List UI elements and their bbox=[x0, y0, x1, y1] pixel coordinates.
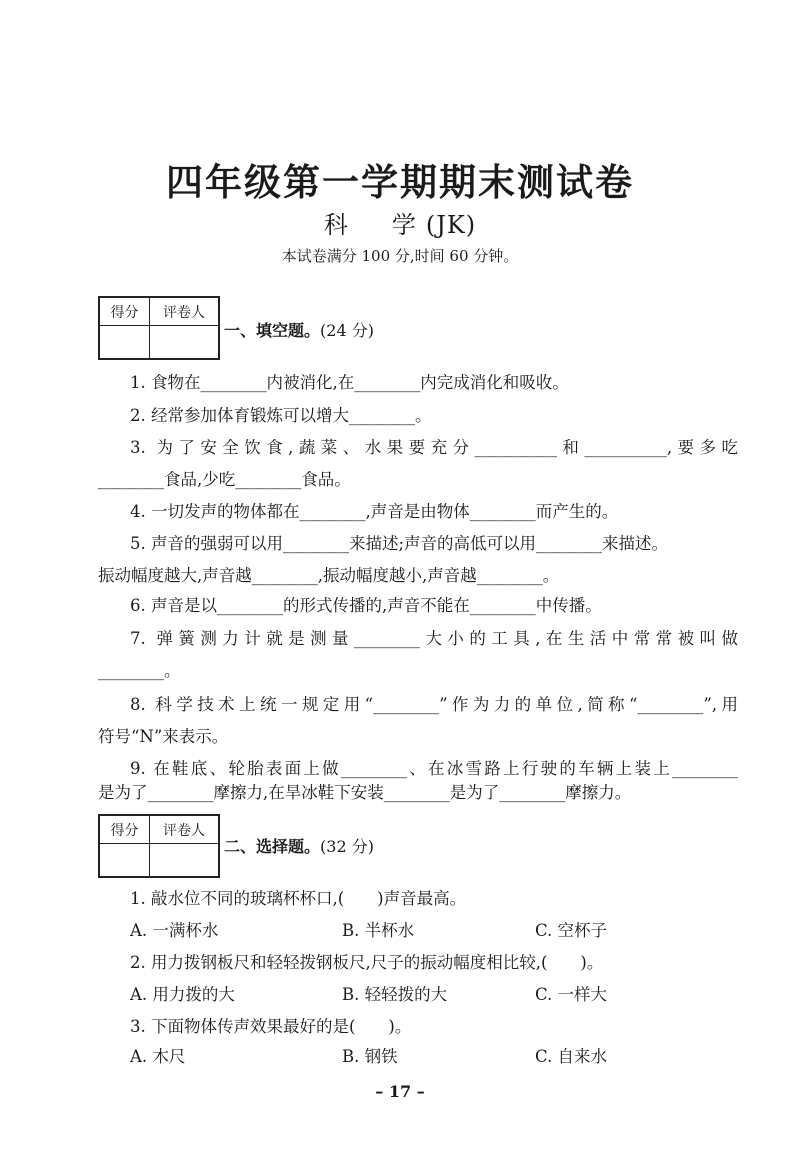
score-cell bbox=[100, 326, 150, 358]
fill-line-4: 4. 一切发声的物体都在________,声音是由物体________而产生的。 bbox=[130, 502, 619, 521]
option-c: C. 自来水 bbox=[535, 1047, 608, 1066]
page-number: – 17 – bbox=[375, 1082, 425, 1101]
grader-cell bbox=[150, 844, 218, 876]
choice-question-3: 3. 下面物体传声效果最好的是( )。 bbox=[130, 1017, 412, 1036]
fill-line-8a: 8. 科学技术上统一规定用“________”作为力的单位,简称“________”,用 bbox=[130, 695, 738, 714]
choice-options-2 bbox=[130, 984, 730, 1006]
fill-line-7a: 7. 弹簧测力计就是测量________大小的工具,在生活中常常被叫做 bbox=[130, 629, 738, 648]
fill-line-5b: 振动幅度越大,声音越________,振动幅度越小,声音越________。 bbox=[98, 566, 560, 585]
fill-line-1: 1. 食物在________内被消化,在________内完成消化和吸收。 bbox=[130, 373, 569, 392]
fill-line-8b: 符号“N”来表示。 bbox=[98, 727, 229, 746]
option-b: B. 钢铁 bbox=[342, 1047, 398, 1066]
fill-line-2: 2. 经常参加体育锻炼可以增大________。 bbox=[130, 406, 432, 425]
fill-line-3b: ________食品,少吃________食品。 bbox=[98, 470, 351, 489]
score-box-section1 bbox=[98, 296, 220, 360]
fill-line-7b: ________。 bbox=[98, 661, 181, 680]
score-box-section2 bbox=[98, 814, 220, 878]
choice-options-3 bbox=[130, 1046, 730, 1068]
page-title: 四年级第一学期期末测试卷 bbox=[166, 160, 634, 204]
subject-title bbox=[0, 205, 800, 240]
option-a: A. 用力拨的大 bbox=[130, 985, 235, 1004]
subject-name: 科 学 bbox=[323, 211, 426, 239]
choice-options-1 bbox=[130, 920, 730, 942]
option-c: C. 空杯子 bbox=[535, 921, 608, 940]
subject-code: (JK) bbox=[425, 211, 477, 239]
option-c: C. 一样大 bbox=[535, 985, 608, 1004]
option-b: B. 半杯水 bbox=[342, 921, 415, 940]
section2-heading: 二、选择题。(32 分) bbox=[224, 837, 374, 856]
score-label: 得分 bbox=[100, 298, 150, 326]
option-b: B. 轻轻拨的大 bbox=[342, 985, 448, 1004]
score-label: 得分 bbox=[100, 816, 150, 844]
fill-line-3a: 3. 为了安全饮食,蔬菜、水果要充分__________和__________,要多吃 bbox=[130, 438, 738, 457]
option-a: A. 木尺 bbox=[130, 1047, 186, 1066]
option-a: A. 一满杯水 bbox=[130, 921, 219, 940]
grader-label: 评卷人 bbox=[150, 816, 218, 844]
choice-question-2: 2. 用力拨钢板尺和轻轻拨钢板尺,尺子的振动幅度相比较,( )。 bbox=[130, 953, 604, 972]
fill-line-9b: 是为了________摩擦力,在旱冰鞋下安装________是为了________摩擦力。 bbox=[98, 783, 632, 802]
exam-note: 本试卷满分 100 分,时间 60 分钟。 bbox=[281, 247, 519, 265]
fill-line-5a: 5. 声音的强弱可以用________来描述;声音的高低可以用________来描述。 bbox=[130, 534, 669, 553]
grader-cell bbox=[150, 326, 218, 358]
section1-heading: 一、填空题。(24 分) bbox=[224, 321, 374, 340]
score-cell bbox=[100, 844, 150, 876]
grader-label: 评卷人 bbox=[150, 298, 218, 326]
fill-line-6: 6. 声音是以________的形式传播的,声音不能在________中传播。 bbox=[130, 596, 602, 615]
choice-question-1: 1. 敲水位不同的玻璃杯杯口,( )声音最高。 bbox=[130, 889, 467, 908]
fill-line-9a: 9. 在鞋底、轮胎表面上做________、在冰雪路上行驶的车辆上装上________ bbox=[130, 759, 738, 778]
